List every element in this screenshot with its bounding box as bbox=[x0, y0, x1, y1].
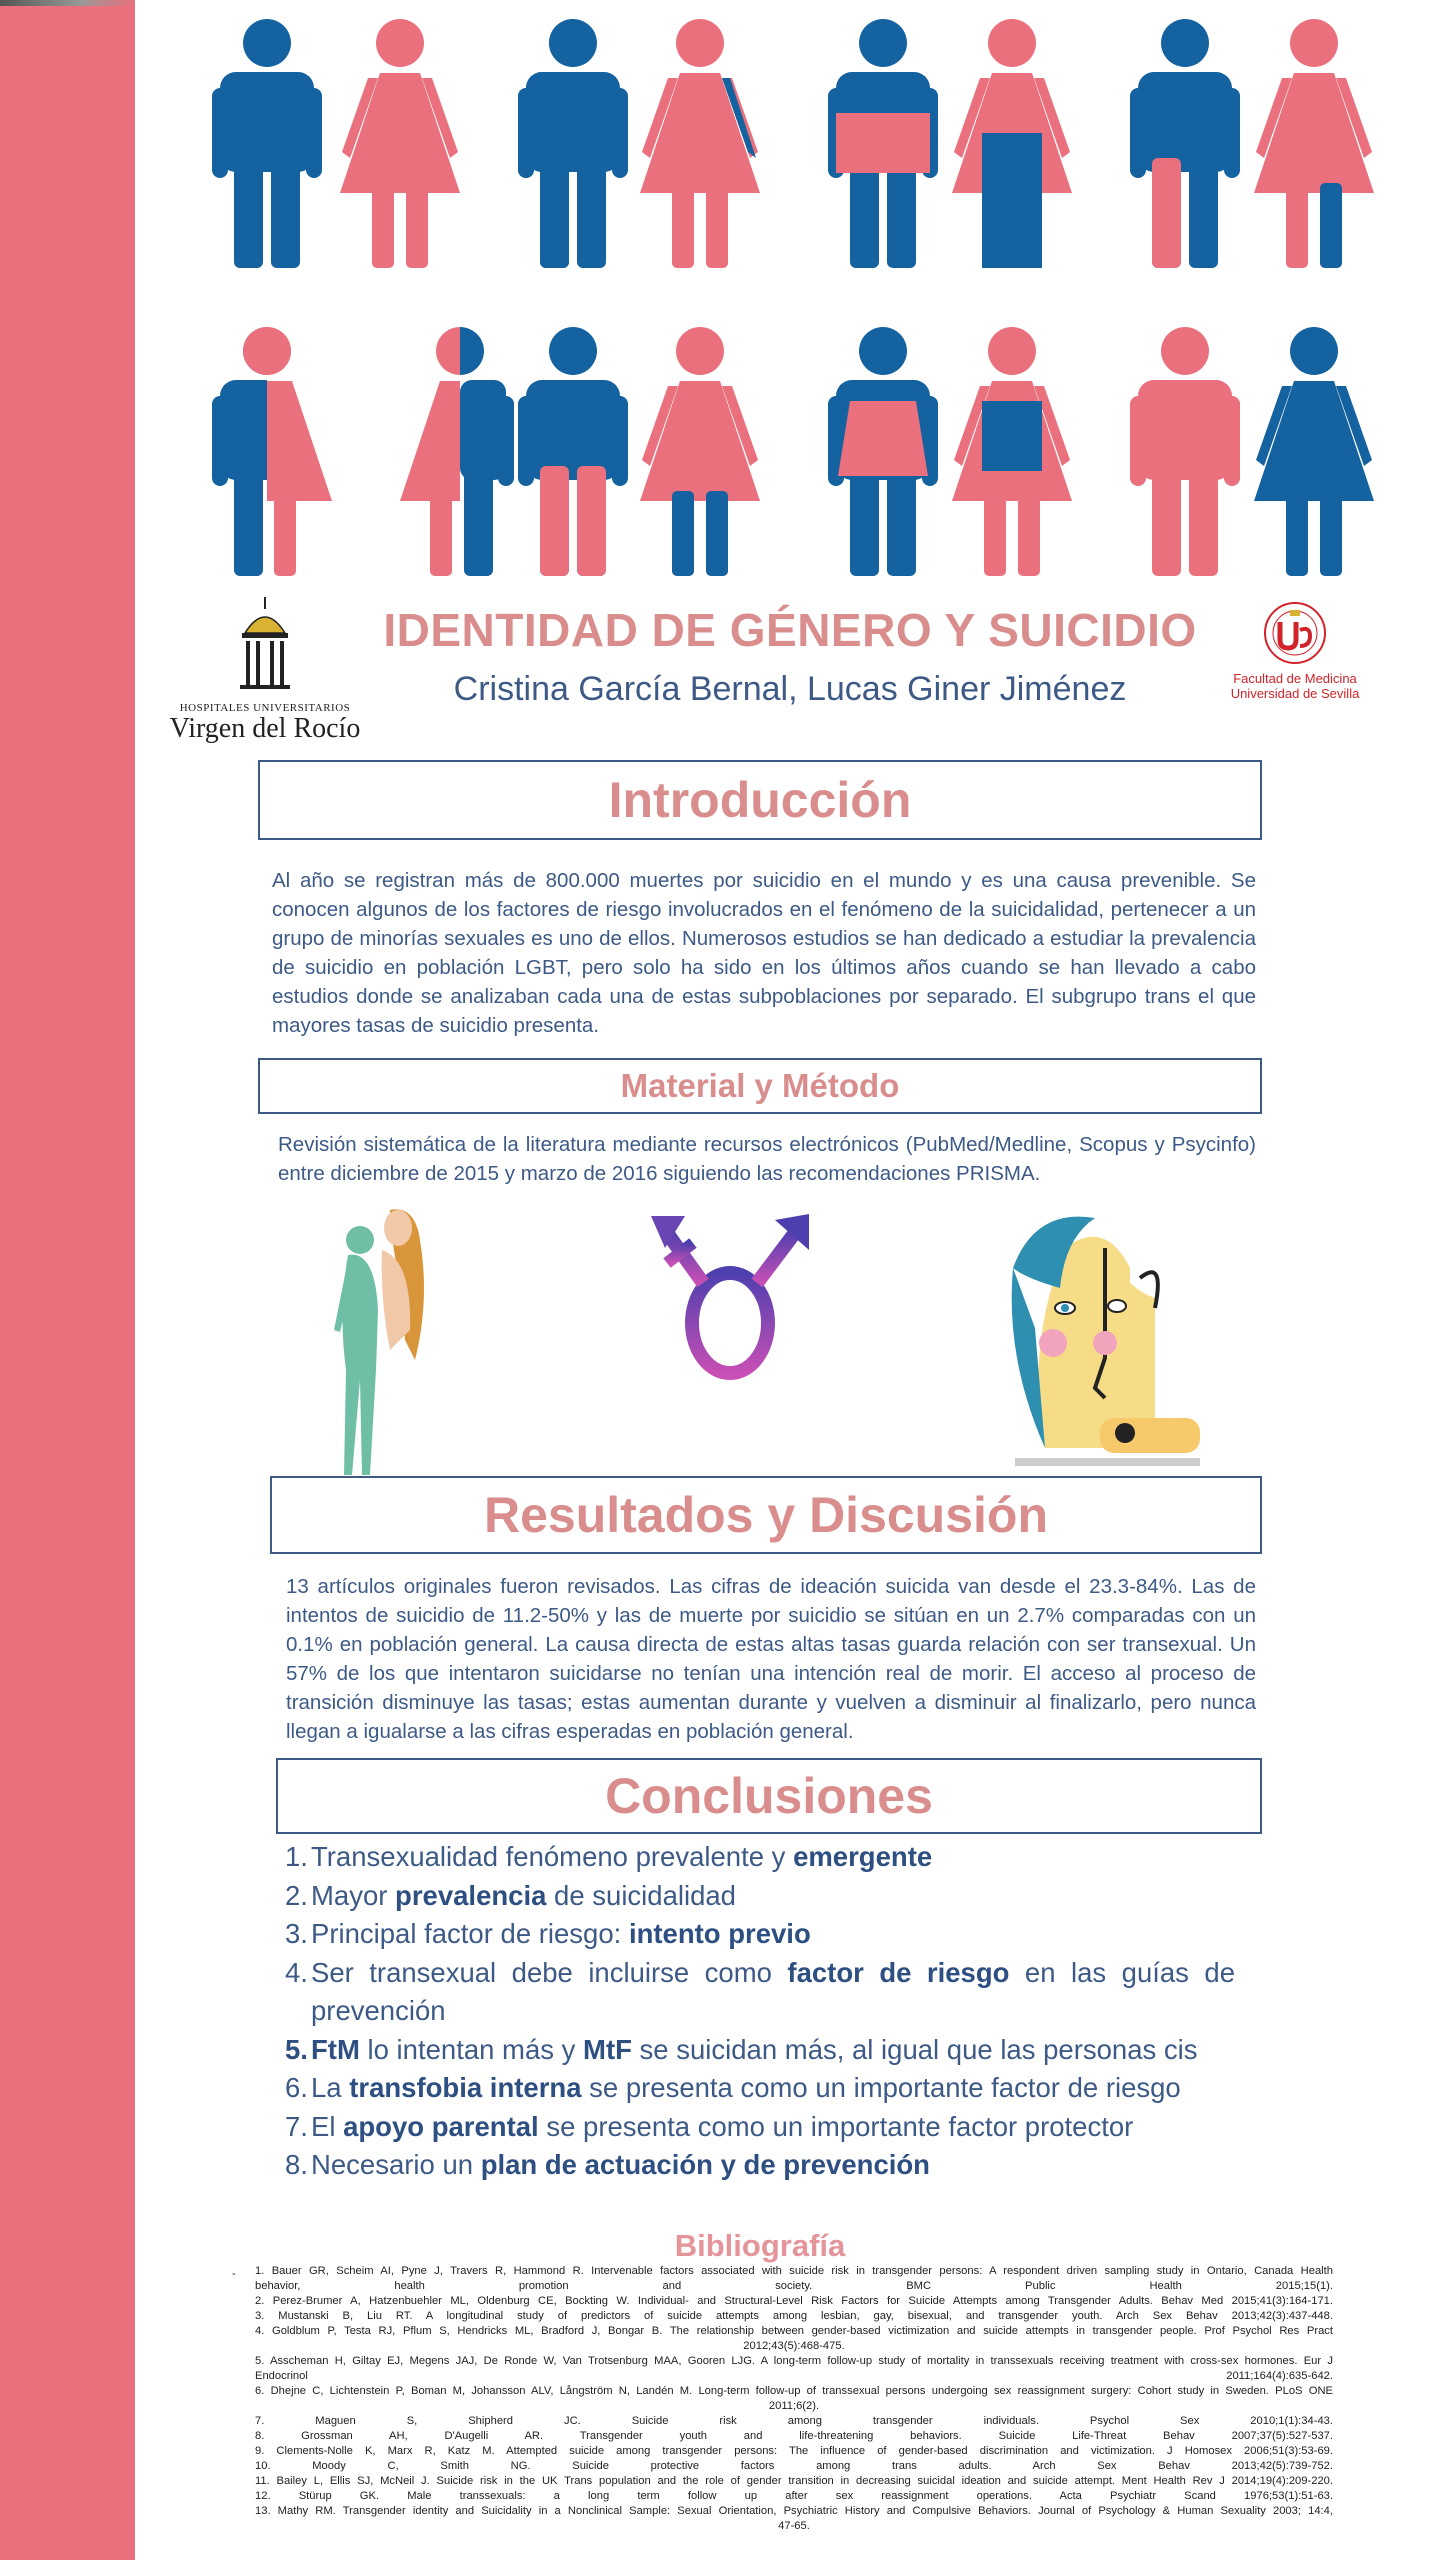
heading-resultados-discusion bbox=[270, 1476, 1262, 1554]
conclusion-item-4: 4. Ser transexual debe incluirse como factor de riesgo en las guías de prevención bbox=[285, 1956, 1236, 2026]
conclusion-item-7: 7. El apoyo parental se presenta como un importante factor protector bbox=[285, 2110, 1134, 2142]
conclusion-item-6: 6. La transfobia interna se presenta como un importante factor de riesgo bbox=[285, 2072, 1181, 2103]
gender-figures-row-1 bbox=[200, 18, 1380, 278]
hospital-name-line1: HOSPITALES UNIVERSITARIOS bbox=[179, 702, 351, 714]
bib-line: 7. Maguen S, Shipherd JC. Suicide risk among transgender individuals. Psychol Sex 2010;1(1):34-43. bbox=[255, 2415, 1333, 2427]
heading-conclusiones-text: Conclusiones bbox=[605, 1768, 933, 1824]
bib-line: 5. Asscheman H, Giltay EJ, Megens JAJ, De Ronde W, Van Trotsenburg MAA, Gooren LJG. A long-term follow-up study of mortality in transsexuals receiving treatment with cross-sex hormones. Eur J bbox=[255, 2355, 1333, 2367]
university-name-line1: Facultad de Medicina bbox=[1233, 671, 1357, 686]
bib-line: 2012;43(5):468-475. bbox=[743, 2340, 845, 2352]
conclusion-item-1: 1. Transexualidad fenómeno prevalente y emergente bbox=[285, 1841, 933, 1872]
bib-line: 4. Goldblum P, Testa RJ, Pflum S, Hendricks ML, Bradford J, Bongar B. The relationship between gender-based victimization and suicide attempts in transgender people. Prof Psychol Res Pract bbox=[255, 2325, 1333, 2337]
heading-bibliografia: Bibliografía bbox=[674, 2228, 846, 2263]
bib-line: 2011;6(2). bbox=[768, 2400, 820, 2412]
resultados-paragraph: 13 artículos originales fueron revisados. Las cifras de ideación suicida van desde el 23.3-84%. Las de intentos de suicidio de 11.2-50% y las de muerte por suicidio se sitúan en un 2.7% comparadas con un 0.1% en población general. La causa directa de estas altas tasas guarda relación con ser transexual. Un 57% de los que intentaron suicidarse no tenían una intención real de morir. El acceso al proceso de transición disminuye las tasas; estas aumentan durante y vuelven a disminuir al finalizarlo, pero nunca llegan a igualarse a las cifras esperadas en población general. bbox=[286, 1575, 1256, 1743]
heading-conclusiones bbox=[276, 1758, 1262, 1834]
bib-line: 11. Bailey L, Ellis SJ, McNeil J. Suicide risk in the UK Trans population and the role of gender transition in decreasing suicidal ideation and suicide attempt. Ment Health Rev J 2014;19(4):209-220. bbox=[255, 2475, 1333, 2487]
conclusions-list bbox=[285, 1838, 1235, 2185]
bib-line: 9. Clements-Nolle K, Marx R, Katz M. Attempted suicide among transgender persons: The influence of gender-based discrimination and victimization. J Homosex 2006;51(3):53-69. bbox=[255, 2445, 1333, 2457]
bib-line: 1. Bauer GR, Scheim AI, Pyne J, Travers R, Hammond R. Intervenable factors associated with suicide risk in transgender persons: A respondent driven sampling study in Ontario, Canada Health bbox=[255, 2265, 1333, 2277]
university-seal-icon bbox=[1260, 600, 1330, 666]
gender-figures-row-2 bbox=[200, 326, 1380, 586]
bib-line: 12. Stürup GK. Male transsexuals: a long term follow up after sex reassignment operations. Acta Psychiatr Scand 1976;53(1):51-63. bbox=[255, 2490, 1333, 2502]
heading-material-metodo-text: Material y Método bbox=[620, 1067, 900, 1104]
heading-resultados-discusion-text: Resultados y Discusión bbox=[483, 1487, 1049, 1543]
bib-line: 13. Mathy RM. Transgender identity and Suicidality in a Nonclinical Sample: Sexual Orientation, Psychiatric History and Compulsive Behaviors. Journal of Psychology & Human Sexuality 2003; 14:4, bbox=[255, 2505, 1333, 2517]
conclusion-item-8: 8. Necesario un plan de actuación y de prevención bbox=[285, 2149, 930, 2180]
poster-authors: Cristina García Bernal, Lucas Giner Jiménez bbox=[453, 670, 1127, 708]
transgender-symbol-icon bbox=[645, 1208, 815, 1468]
heading-introduccion-text: Introducción bbox=[608, 772, 912, 828]
david-venus-illustration bbox=[320, 1200, 440, 1480]
hospital-logo bbox=[150, 595, 380, 745]
left-sidebar-band bbox=[0, 0, 135, 2560]
picasso-face-illustration bbox=[1005, 1208, 1205, 1473]
heading-material-metodo bbox=[258, 1058, 1262, 1114]
bib-line: behavior, health promotion and society. BMC Public Health 2015;15(1). bbox=[255, 2280, 1333, 2292]
conclusion-item-3: 3. Principal factor de riesgo: intento previo bbox=[285, 1918, 811, 1949]
bibliography-list bbox=[255, 2264, 1333, 2534]
hospital-dome-icon bbox=[230, 595, 300, 695]
bib-line: 2. Perez-Brumer A, Hatzenbuehler ML, Oldenburg CE, Bockting W. Individual- and Structural-Level Risk Factors for Suicide Attempts among Transgender Adults. Behav Med 2015;41(3):164-171. bbox=[255, 2295, 1333, 2307]
university-logo bbox=[1220, 600, 1370, 720]
bib-line: 8. Grossman AH, D'Augelli AR. Transgender youth and life-threatening behaviors. Suicide Life-Threat Behav 2007;37(5):527-537. bbox=[255, 2430, 1333, 2442]
bib-line: Endocrinol 2011;164(4):635-642. bbox=[255, 2370, 1333, 2382]
university-name-line2: Universidad de Sevilla bbox=[1230, 686, 1360, 701]
bib-line: 47-65. bbox=[778, 2520, 810, 2532]
material-paragraph: Revisión sistemática de la literatura mediante recursos electrónicos (PubMed/Medline, Scopus y Psycinfo) entre diciembre de 2015 y marzo de 2016 siguiendo las recomendaciones PRISMA. bbox=[278, 1133, 1256, 1185]
conclusion-item-5: 5. FtM lo intentan más y MtF se suicidan más, al igual que las personas cis bbox=[285, 2033, 1198, 2065]
poster-title: IDENTIDAD DE GÉNERO Y SUICIDIO bbox=[383, 604, 1197, 656]
hospital-name-line2: Virgen del Rocío bbox=[169, 713, 361, 744]
bib-line: 3. Mustanski B, Liu RT. A longitudinal study of predictors of suicide attempts among lesbian, gay, bisexual, and transgender youth. Arch Sex Behav 2013;42(3):437-448. bbox=[255, 2310, 1333, 2322]
conclusion-item-2: 2. Mayor prevalencia de suicidalidad bbox=[285, 1879, 736, 1911]
bibliography-bullet: - bbox=[232, 2268, 236, 2280]
intro-paragraph: Al año se registran más de 800.000 muertes por suicidio en el mundo y es una causa prevenible. Se conocen algunos de los factores de riesgo involucrados en el fenómeno de la suicidalidad, pertenecer a un grupo de minorías sexuales es uno de ellos. Numerosos estudios se han dedicado a estudiar la prevalencia de suicidio en población LGBT, pero solo ha sido en los últimos años cuando se han llevado a cabo estudios donde se analizaban cada una de estas subpoblaciones por separado. El subgrupo trans el que mayores tasas de suicidio presenta. bbox=[272, 869, 1256, 1037]
heading-introduccion bbox=[258, 760, 1262, 840]
bib-line: 6. Dhejne C, Lichtenstein P, Boman M, Johansson ALV, Långström N, Landén M. Long-term follow-up of transsexual persons undergoing sex reassignment surgery: Cohort study in Sweden. PLoS ONE bbox=[255, 2385, 1333, 2397]
bib-line: 10. Moody C, Smith NG. Suicide protective factors among trans adults. Arch Sex Behav 2013;42(5):739-752. bbox=[255, 2460, 1333, 2472]
